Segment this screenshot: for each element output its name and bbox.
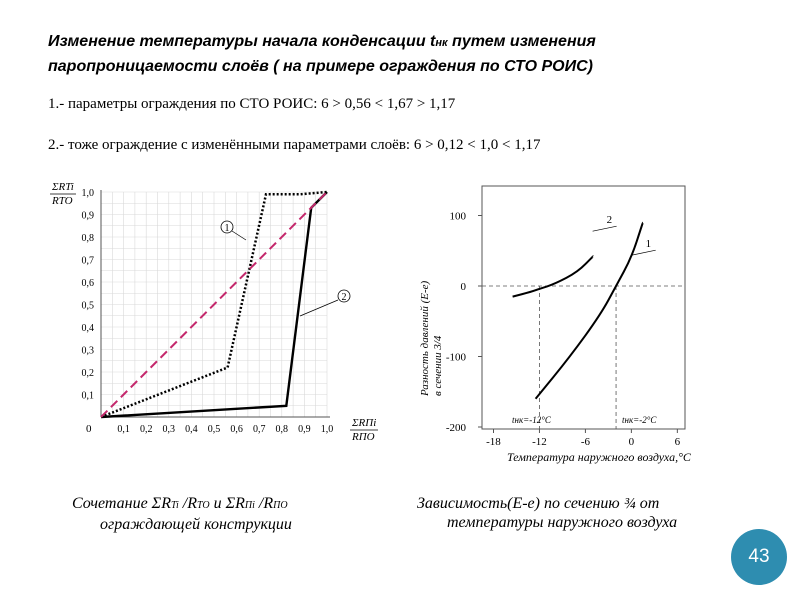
series-2-leader (300, 300, 338, 316)
title-subscript: нк (435, 37, 448, 49)
right-series-curve-2 (513, 256, 594, 296)
pressure-difference-chart (419, 186, 692, 464)
left-y-tick-label: 0,6 (81, 278, 94, 289)
page-number-badge: 43 (731, 529, 787, 585)
left-yaxis-label-num: ΣRTi (52, 181, 74, 193)
right-series-leader-1 (632, 250, 656, 255)
annotation-tnk-2: tнк=-2°С (622, 415, 657, 425)
series-1-leader (232, 231, 246, 240)
right-yaxis-label-2: в сечении 3/4 (432, 335, 444, 396)
right-yaxis-label-1: Разность давлений (Е-е) (419, 280, 431, 396)
left-x-tick-label: 0,1 (117, 424, 130, 435)
right-y-tick-label: -100 (445, 351, 466, 364)
left-xaxis-label-num: ΣRПi (352, 417, 377, 429)
right-series-curve-1 (536, 223, 643, 399)
left-caption-line-1: Сочетание ΣRTi /RTO и ΣRПi /RПО (72, 495, 288, 512)
left-x-tick-label: 1,0 (320, 424, 334, 435)
right-y-tick-label: 100 (449, 210, 466, 223)
left-x-tick-label: 0,7 (252, 424, 266, 435)
right-caption-line-2: температуры наружного воздуха (447, 514, 678, 531)
left-chart-ticks (82, 188, 334, 435)
left-origin-label: 0 (86, 423, 92, 435)
right-chart-caption (417, 494, 757, 532)
left-x-tick-label: 0,9 (298, 424, 311, 435)
series-1-label: 1 (224, 223, 230, 234)
annotation-tnk-12: tнк=-12°С (512, 415, 551, 425)
left-y-tick-label: 0,1 (81, 390, 94, 402)
right-series-label-2: 2 (606, 214, 613, 227)
slide-title: Изменение температуры начала конденсации tнк путем изменения паропроницаемости слоёв ( на примере ограждения по СТО РОИС) (48, 33, 596, 75)
right-series-label-1: 1 (645, 238, 652, 251)
left-x-tick-label: 0,4 (185, 424, 198, 435)
left-y-tick-label: 0,8 (81, 233, 94, 244)
right-y-tick-label: 0 (460, 281, 466, 293)
resistance-ratio-chart (50, 181, 378, 443)
left-x-tick-label: 0,2 (139, 424, 153, 435)
left-y-tick-label: 0,9 (81, 210, 94, 222)
left-caption-line-2: ограждающей конструкции (100, 516, 292, 533)
series-2-label: 2 (341, 292, 347, 303)
right-chart-frame (482, 186, 685, 429)
right-x-tick-label: -6 (580, 436, 591, 448)
left-y-tick-label: 0,3 (81, 345, 94, 357)
left-x-tick-label: 0,8 (275, 424, 289, 435)
left-x-tick-label: 0,5 (207, 424, 221, 435)
right-y-tick-label: -200 (445, 422, 466, 434)
left-y-tick-label: 0,7 (81, 255, 94, 267)
right-series-leader-2 (593, 226, 617, 231)
parameters-line-2: 2.- тоже ограждение с изменёнными параметрами слоёв: 6 > 0,12 < 1,0 < 1,17 (48, 137, 541, 153)
right-x-tick-label: -18 (486, 436, 501, 448)
right-chart-series (513, 214, 656, 399)
right-x-tick-label: -12 (532, 436, 547, 448)
left-xaxis-label-den: RПО (352, 431, 375, 443)
parameters-line-1: 1.- параметры ограждения по СТО РОИС: 6 > 0,56 < 1,67 > 1,17 (48, 96, 456, 112)
right-caption-line-1: Зависимость(Е-е) по сечению ¾ от (417, 495, 660, 512)
right-xaxis-label: Температура наружного воздуха,°С (507, 450, 691, 464)
left-y-tick-label: 0,5 (81, 300, 94, 312)
left-x-tick-label: 0,6 (230, 424, 243, 435)
left-y-tick-label: 0,4 (81, 323, 94, 334)
left-chart-caption (72, 494, 372, 534)
left-y-tick-label: 0,2 (81, 368, 94, 379)
right-x-tick-label: 6 (674, 436, 681, 448)
left-x-tick-label: 0,3 (162, 424, 176, 435)
right-x-tick-label: 0 (628, 436, 635, 448)
left-yaxis-label-den: RTO (52, 195, 73, 207)
left-y-tick-label: 1,0 (81, 188, 94, 199)
